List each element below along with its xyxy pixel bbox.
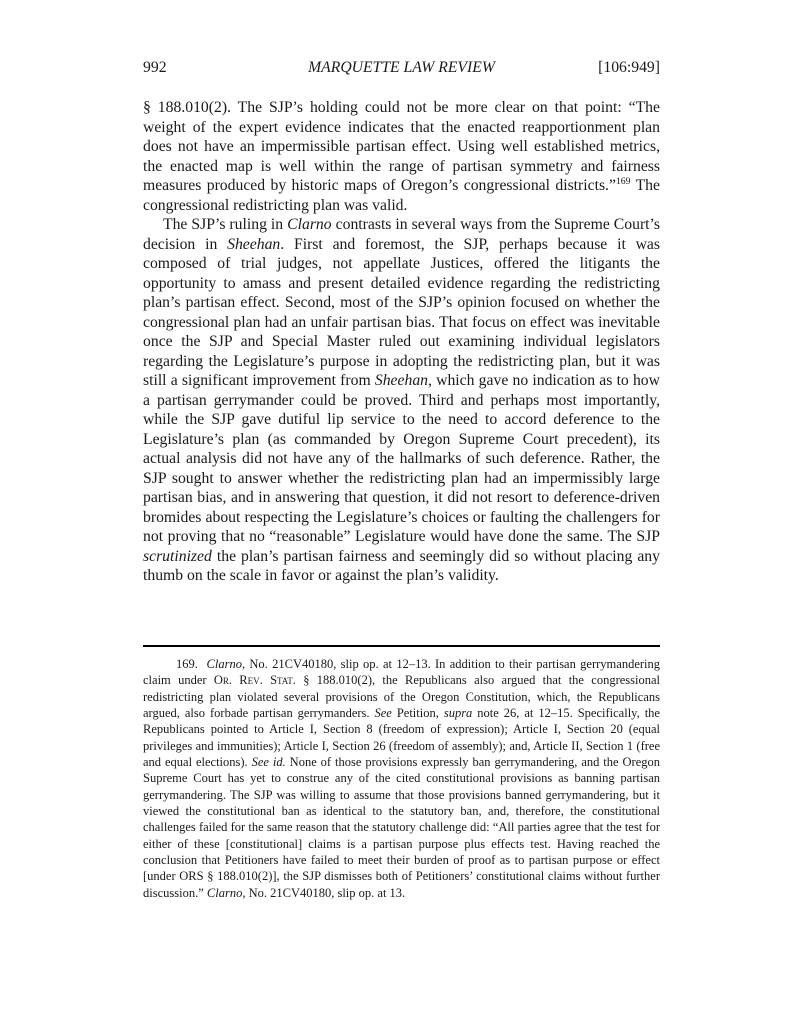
- text-segment: See: [374, 706, 392, 721]
- footnote-reference-marker: 169: [615, 175, 631, 187]
- text-segment: 169.: [176, 657, 207, 671]
- text-segment: , No. 21CV40180, slip op. at 13.: [242, 885, 406, 900]
- text-segment: Or. Rev. Stat.: [213, 673, 296, 688]
- text-segment: contrasts in several ways from the Supreme Court’s decision in: [143, 216, 660, 253]
- article-body: [143, 98, 660, 586]
- running-head: [143, 59, 660, 79]
- page-number: 992: [143, 59, 167, 76]
- footnote-section: [143, 645, 660, 901]
- body-paragraph: [143, 98, 660, 215]
- text-segment: Clarno: [206, 657, 242, 671]
- text-segment: , which gave no indication as to how a partisan gerrymander could be proved. Third and perhaps most importantly, while the SJP gave dutiful lip service to the need to accord deference to the Legislature’s plan (as commanded by Oregon Supreme Court precedent), its actual analysis did not have any of the hallmarks of such deference. Rather, the SJP sought to answer whether the redistricting plan had an impermissibly large partisan bias, and in answering that question, it did not resort to deference-driven bromides about respecting the Legislature’s choices or faulting the challengers for not proving that no “reasonable” Legislature would have done the same. The SJP: [143, 372, 660, 545]
- footnote-separator-rule: [143, 645, 660, 647]
- text-segment: § 188.010(2). The SJP’s holding could not be more clear on that point: “The weight of the expert evidence indicates that the enacted reapportionment plan does not have an impermissible partisan effect. Using well established metrics, the enacted map is well within the range of partisan symmetry and fairness measures produced by historic maps of Oregon’s congressional districts.”: [143, 99, 660, 194]
- text-segment: Clarno: [287, 216, 332, 233]
- text-segment: Sheehan: [374, 372, 429, 389]
- text-segment: note 26, at 12–15. Specifically, the Republicans pointed to Article I, Section 8 (freedom of expression); Article I, Section 20 (equal privileges and immunities); Article I, Section 26 (freedom of assembly); and, Article II, Section 1 (free and equal elections).: [143, 706, 660, 770]
- text-segment: the plan’s partisan fairness and seemingly did so without placing any thumb on the scale in favor or against the plan’s validity.: [143, 547, 660, 584]
- journal-title: MARQUETTE LAW REVIEW: [308, 59, 495, 76]
- text-segment: . First and foremost, the SJP, perhaps because it was composed of trial judges, not appellate Justices, offered the litigants the opportunity to amass and present detailed evidence regarding the redistricting plan’s partisan effect. Second, most of the SJP’s opinion focused on whether the congressional plan had an unfair partisan bias. That focus on effect was inevitable once the SJP and Special Master ruled out examining individual legislators regarding the Legislature’s purpose in adopting the redistricting plan, but it was still a significant improvement from: [143, 235, 661, 389]
- text-segment: § 188.010(2), the Republicans also argued that the congressional redistricting plan violated several provisions of the Oregon Constitution, which, the Republicans argued, also forbade partisan gerrymanders.: [143, 673, 660, 721]
- text-segment: Clarno: [206, 885, 243, 900]
- text-segment: Petition,: [391, 706, 444, 721]
- text-segment: , No. 21CV40180, slip op. at 12–13. In addition to their partisan gerrymandering claim under: [143, 657, 660, 688]
- text-segment: supra: [443, 706, 473, 721]
- text-segment: See id.: [251, 755, 286, 770]
- text-segment: The congressional redistricting plan was valid.: [143, 177, 660, 214]
- body-paragraph: [143, 215, 660, 586]
- footnote: [143, 656, 660, 901]
- volume-citation: [106:949]: [598, 59, 660, 76]
- footnote-paragraph: [143, 656, 660, 901]
- text-segment: Sheehan: [227, 235, 281, 253]
- text-segment: scrutinized: [143, 547, 212, 565]
- text-segment: The SJP’s ruling in: [163, 216, 288, 233]
- text-segment: None of those provisions expressly ban gerrymandering, and the Oregon Supreme Court has yet to construe any of the cited constitutional provisions as banning partisan gerrymandering. The SJP was willing to assume that those provisions banned gerrymandering, but it viewed the constitutional ban as identical to the statutory ban, and, therefore, the constitutional challenges failed for the same reason that the statutory challenge did: “All parties agree that the test for either of these [constitutional] claims is a partisan purpose plus effects test. Having reached the conclusion that Petitioners have failed to meet their burden of proof as to partisan purpose or effect [under ORS § 188.010(2)], the SJP dismisses both of Petitioners’ constitutional claims without further discussion.”: [143, 755, 660, 900]
